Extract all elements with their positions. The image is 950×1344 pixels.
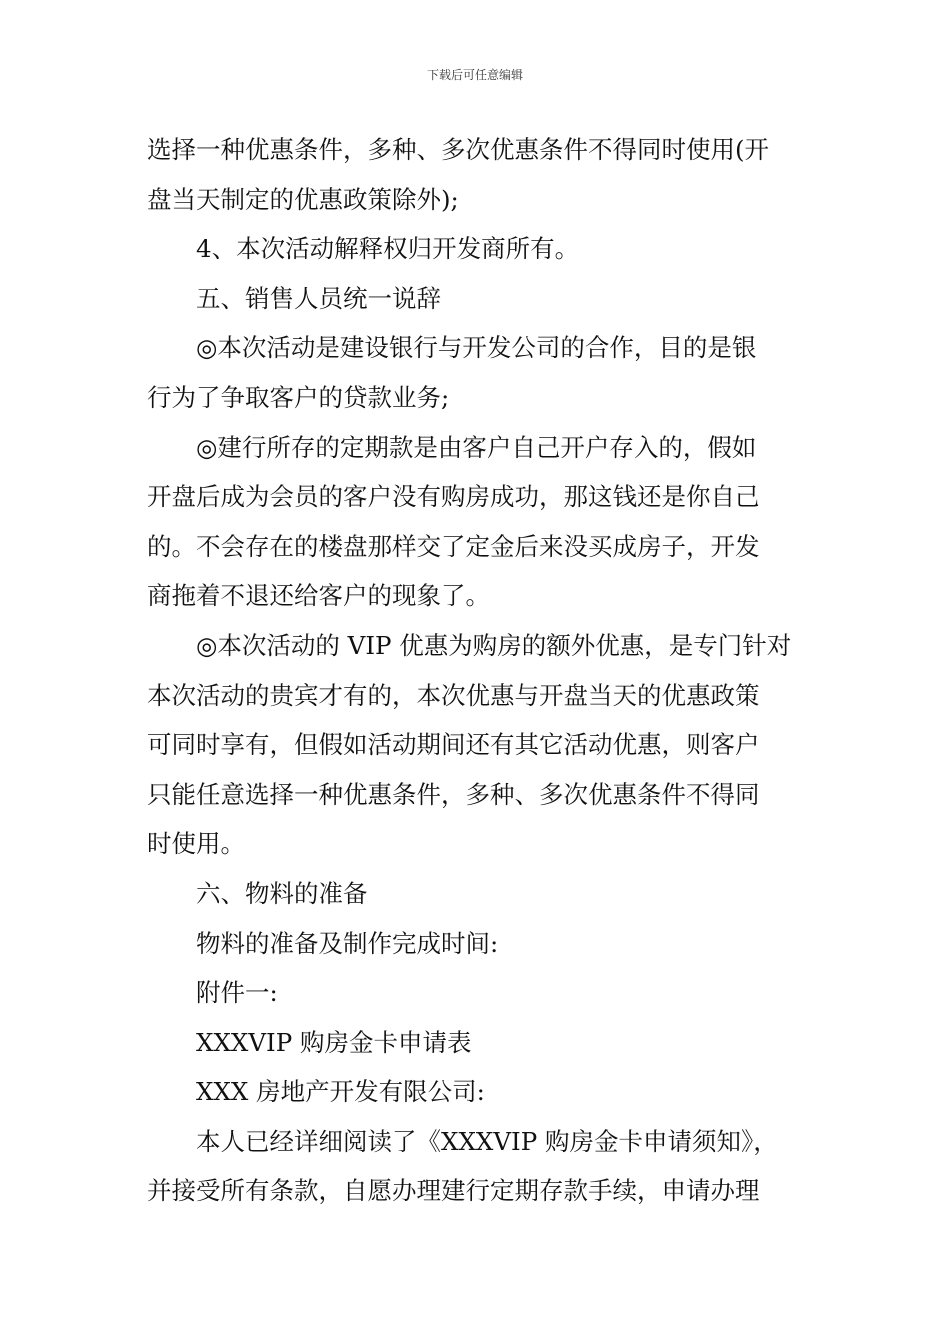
text-line: 物料的准备及制作完成时间: (196, 928, 499, 958)
text-line: ◎本次活动的 VIP 优惠为购房的额外优惠，是专门针对 (196, 630, 792, 660)
text-line: ◎本次活动是建设银行与开发公司的合作，目的是银 (196, 333, 757, 363)
text-line: 并接受所有条款，自愿办理建行定期存款手续，申请办理 (147, 1176, 760, 1206)
text-line: 盘当天制定的优惠政策除外); (147, 184, 459, 214)
text-line: 附件一: (196, 978, 278, 1008)
text-line: 六、物料的准备 (196, 878, 368, 908)
text-line: 本次活动的贵宾才有的，本次优惠与开盘当天的优惠政策 (147, 680, 760, 710)
text-line: XXXVIP 购房金卡申请表 (196, 1027, 472, 1057)
document-body (147, 125, 807, 1216)
page-header: 下载后可任意编辑 (426, 68, 523, 82)
text-line: 开盘后成为会员的客户没有购房成功，那这钱还是你自己 (147, 482, 760, 512)
text-line: 商拖着不退还给客户的现象了。 (147, 581, 490, 611)
text-line: 行为了争取客户的贷款业务; (147, 382, 450, 412)
text-line: 五、销售人员统一说辞 (196, 283, 441, 313)
text-line: 的。不会存在的楼盘那样交了定金后来没买成房子，开发 (147, 531, 760, 561)
text-line: 可同时享有，但假如活动期间还有其它活动优惠，则客户 (147, 730, 760, 760)
text-line: 本人已经详细阅读了《XXXVIP 购房金卡申请须知》， (196, 1126, 778, 1156)
text-line: 选择一种优惠条件，多种、多次优惠条件不得同时使用(开 (147, 135, 770, 164)
text-line: XXX 房地产开发有限公司: (196, 1077, 485, 1107)
text-line: 时使用。 (147, 829, 245, 859)
text-line: 4、本次活动解释权归开发商所有。 (196, 234, 580, 264)
text-line: ◎建行所存的定期款是由客户自己开户存入的，假如 (196, 432, 757, 462)
text-line: 只能任意选择一种优惠条件，多种、多次优惠条件不得同 (147, 779, 760, 809)
